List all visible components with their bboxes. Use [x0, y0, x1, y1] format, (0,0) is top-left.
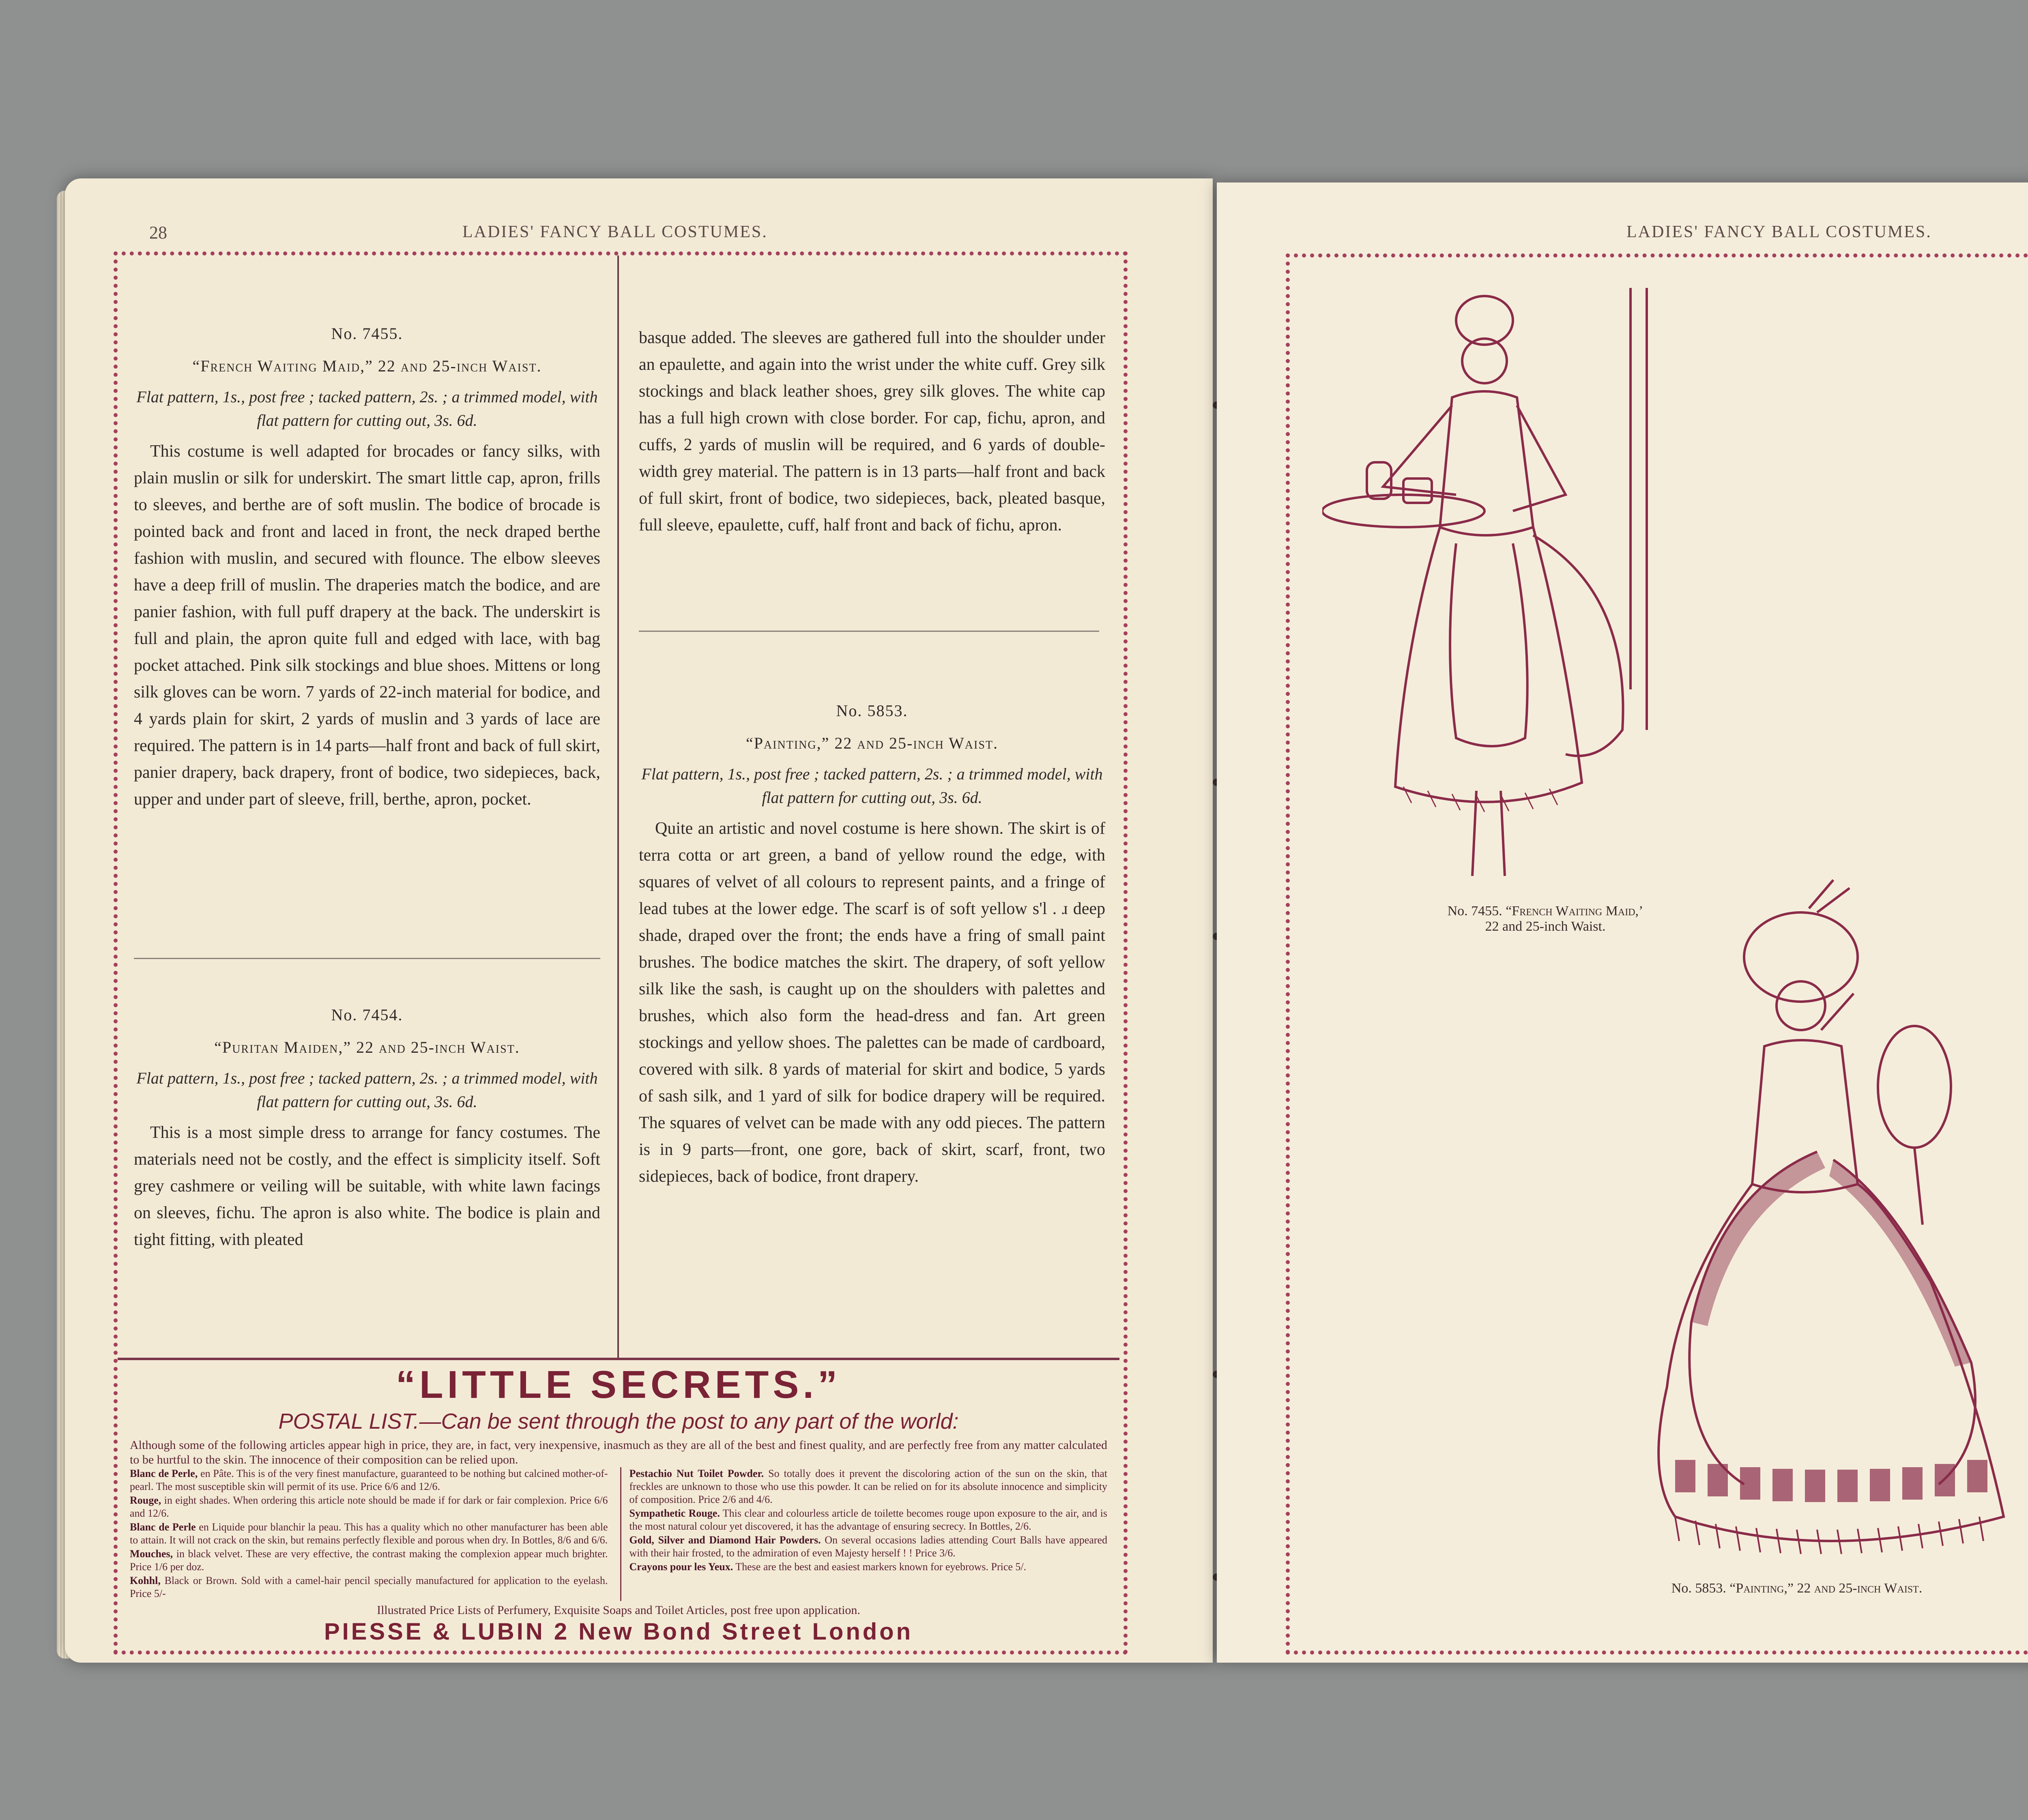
advert-item: Pestachio Nut Toilet Powder. So totally does it prevent the discoloring action of the sun on the skin, that freckles are unknown to those who use this powder. It can be relied on for its absolute innocence and simplicity of composition. Price 2/6 and 4/6.: [629, 1468, 1107, 1505]
advert-intro: Although some of the following articles appear high in price, they are, in fact, very inexpensive, inasmuch as they are all of the best and finest quality, and are perfectly free from any matter calculated to be hurtful to the skin. The innocence of their composition can be relied upon.: [130, 1438, 1107, 1466]
entry-no-label: No.: [331, 324, 358, 343]
advert-item: Gold, Silver and Diamond Hair Powders. On several occasions ladies attending Court Balls have appeared with their hair frosted, to the admiration of even Majesty herself ! ! Price 3/6.: [629, 1534, 1107, 1559]
entry-separator: [639, 631, 1099, 632]
left-page-number: 28: [149, 223, 167, 243]
column-rule: [617, 255, 619, 1359]
caption-number: No. 5853.: [1671, 1581, 1726, 1596]
entry-7454: [134, 1002, 600, 1253]
entry-body: This is a most simple dress to arrange for fancy costumes. The materials need not be costly, and the effect is simplicity itself. Soft grey cashmere or veiling will be suitable, with white lawn facings on sleeves, fichu. The apron is also white. The bodice is plain and tight fitting, with pleated: [134, 1123, 600, 1249]
french-waiting-maid-illustration: [1322, 284, 1687, 900]
entry-5853: [639, 698, 1105, 1190]
entry-body: Quite an artistic and novel costume is here shown. The skirt is of terra cotta or art green, a band of yellow round the edge, with squares of velvet of all colours to represent paints, and a fringe of lead tubes at the lower edge. The scarf is of soft yellow s'l . ɹ deep shade, draped over the front; the ends have a fring of small paint brushes. The bodice matches the skirt. The drapery, of soft yellow silk like the sash, is caught up on the shoulders with palettes and brushes, which also form the head-dress and fan. Art green stockings and yellow shoes. The palettes can be made of cardboard, covered with silk. 8 yards of material for skirt and bodice, 5 yards of sash silk, and 1 yard of silk for bodice drapery will be required. The squares of velvet can be made with any odd pieces. The pattern is in 9 parts—front, one gore, back of skirt, scarf, front, two sidepieces, back of bodice, front drapery.: [639, 819, 1105, 1186]
advert-columns: [122, 1467, 1115, 1601]
advert-rule: [118, 1358, 1119, 1360]
advert-item: Blanc de Perle en Liquide pour blanchir la peau. This has a quality which no other manufacturer has been able to attain. It will not crack on the skin, but remains perfectly flexible and porous when dry. In Bottles, 8/6 and 6/6.: [130, 1521, 608, 1546]
right-page-header: LADIES' FANCY BALL COSTUMES.: [1626, 223, 1932, 241]
entry-7455: [134, 320, 600, 813]
entry-no-value: 7454.: [362, 1006, 403, 1024]
advert-item: Mouches, in black velvet. These are very effective, the contrast making the complexion appear much brighter. Price 1/6 per doz.: [130, 1548, 608, 1573]
entry-no-value: 5853.: [867, 702, 908, 720]
painting-illustration: [1574, 876, 2028, 1573]
entry-terms: Flat pattern, 1s., post free ; tacked pattern, 2s. ; a trimmed model, with flat pattern for cutting out, 3s. 6d.: [136, 1069, 598, 1111]
entry-title: “Painting,” 22 and 25-inch Waist.: [745, 734, 999, 752]
caption-title: “French Waiting Maid,’: [1506, 904, 1643, 919]
entry-number: [134, 1002, 600, 1028]
entry-no-label: No.: [331, 1006, 358, 1024]
entry-title: “Puritan Maiden,” 22 and 25-inch Waist.: [214, 1038, 520, 1056]
caption-waist: 22 and 25-inch Waist.: [1485, 919, 1606, 934]
caption-number: No. 7455.: [1447, 904, 1502, 919]
advert-title: “LITTLE SECRETS.”: [395, 1363, 842, 1406]
advert-column-right: [620, 1467, 1108, 1601]
caption-title: “Painting,” 22 and 25-inch Waist.: [1729, 1581, 1923, 1596]
advert-item: Crayons pour les Yeux. These are the best and easiest markers known for eyebrows. Price 5/.: [629, 1561, 1027, 1573]
entry-number: [134, 320, 600, 347]
entry-separator: [134, 958, 600, 959]
left-page-header: LADIES' FANCY BALL COSTUMES.: [462, 223, 768, 241]
advert-address: PIESSE & LUBIN 2 New Bond Street London: [324, 1618, 913, 1645]
advert-item: Blanc de Perle, en Pâte. This is of the very finest manufacture, guaranteed to be nothing but calcined mother-of-pearl. The most susceptible skin will permit of its use. Price 6/6 and 12/6.: [130, 1468, 608, 1492]
little-secrets-advert: [122, 1363, 1115, 1645]
entry-no-value: 7455.: [362, 324, 403, 343]
entry-no-label: No.: [836, 702, 863, 720]
entry-terms: Flat pattern, 1s., post free ; tacked pattern, 2s. ; a trimmed model, with flat pattern for cutting out, 3s. 6d.: [136, 388, 598, 429]
entry-body: This costume is well adapted for brocades or fancy silks, with plain muslin or silk for underskirt. The smart little cap, apron, frills to sleeves, and berthe are of soft muslin. The bodice of brocade is pointed back and front and laced in front, the neck draped berthe fashion with muslin, and secured with flounce. The elbow sleeves have a deep frill of muslin. The draperies match the bodice, and are panier fashion, with full puff drapery at the back. The underskirt is full and plain, the apron quite full and edged with lace, with bag pocket attached. Pink silk stockings and blue shoes. Mittens or long silk gloves can be worn. 7 yards of 22-inch material for bodice, and 4 yards plain for skirt, 2 yards of muslin and 3 yards of lace are required. The pattern is in 14 parts—half front and back of full skirt, panier drapery, back drapery, front of bodice, two sidepieces, back, upper and under part of sleeve, frill, berthe, apron, pocket.: [134, 442, 600, 809]
advert-item: Kohhl, Black or Brown. Sold with a camel-hair pencil specially manufactured for application to the eyelash. Price 5/-: [130, 1575, 608, 1599]
caption-5853: [1582, 1581, 2012, 1596]
advert-item: Rouge, in eight shades. When ordering this article note should be made if for dark or fair complexion. Price 6/6 and 12/6.: [130, 1494, 608, 1519]
advert-subtitle: POSTAL LIST.—Can be sent through the post to any part of the world:: [278, 1409, 959, 1434]
continuation-text: basque added. The sleeves are gathered full into the shoulder under an epaulette, and again into the wrist under the white cuff. Grey silk stockings and black leather shoes, grey silk gloves. The white cap has a full high crown with close border. For cap, fichu, apron, and cuffs, 2 yards of muslin will be required, and 6 yards of double-width grey material. The pattern is in 13 parts—half front and back of full skirt, front of bodice, two sidepieces, back, pleated basque, full sleeve, epaulette, cuff, half front and back of fichu, apron.: [639, 328, 1105, 534]
entry-7454-continued: [639, 324, 1105, 539]
advert-item: Sympathetic Rouge. This clear and colourless article de toilette becomes rouge upon exposure to the air, and is the most natural colour yet discovered, it has the advantage of ensuring secrecy. In Bottles, 2/6.: [629, 1507, 1107, 1532]
entry-terms: Flat pattern, 1s., post free ; tacked pattern, 2s. ; a trimmed model, with flat pattern for cutting out, 3s. 6d.: [641, 765, 1103, 807]
entry-number: [639, 698, 1105, 724]
entry-title: “French Waiting Maid,” 22 and 25-inch Waist.: [192, 357, 542, 375]
advert-column-left: [130, 1467, 608, 1601]
advert-footer: Illustrated Price Lists of Perfumery, Exquisite Soaps and Toilet Articles, post free upon application.: [377, 1603, 860, 1617]
